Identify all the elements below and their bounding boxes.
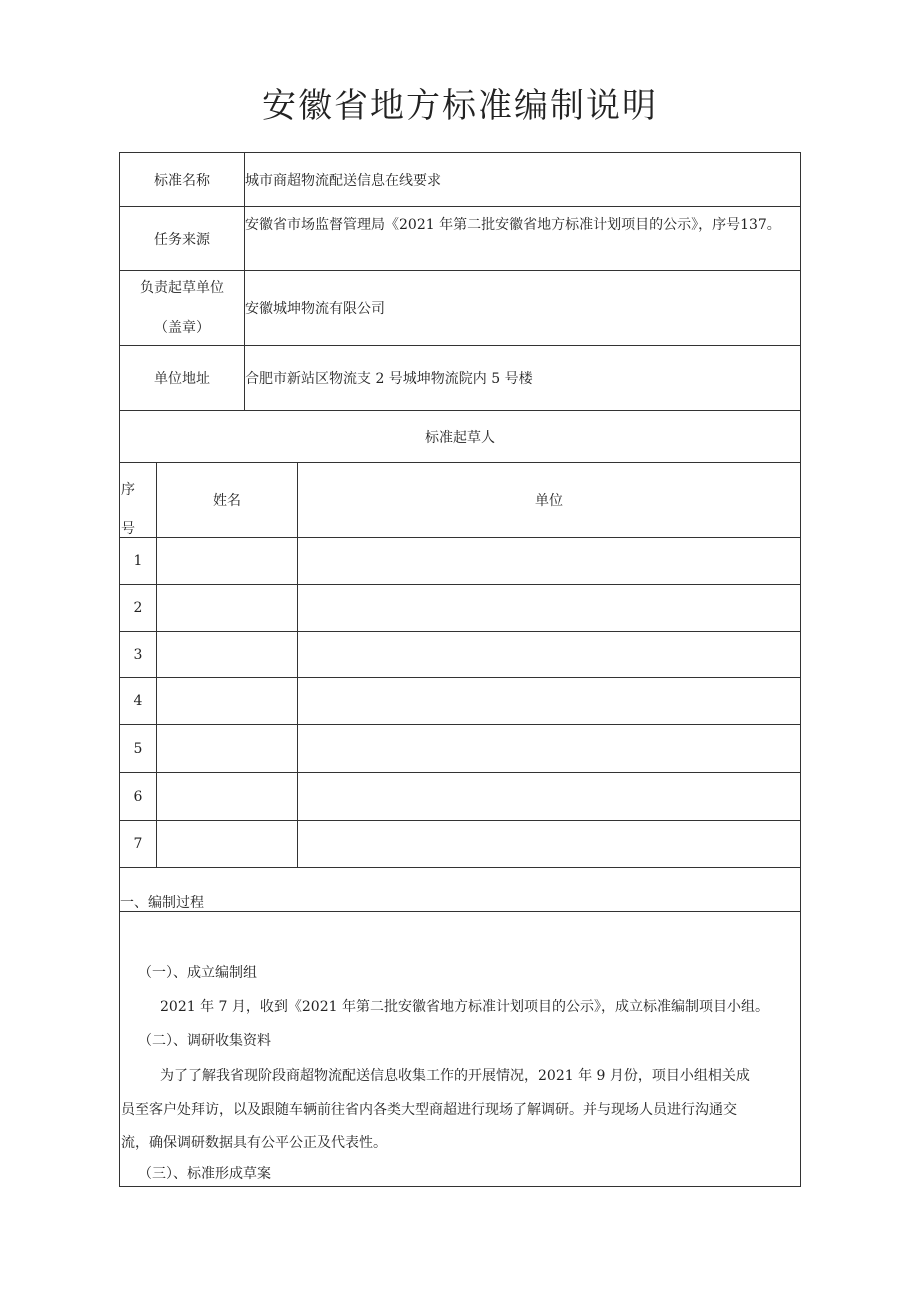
row-divider xyxy=(119,867,801,868)
table-row-number: 6 xyxy=(133,788,143,805)
row-divider xyxy=(119,911,801,912)
column-header-unit: 单位 xyxy=(535,493,563,509)
row-divider xyxy=(119,677,801,678)
row-divider xyxy=(119,724,801,725)
row-divider xyxy=(119,584,801,585)
table-border-right xyxy=(800,152,801,1186)
section-heading-process: 一、编制过程 xyxy=(120,895,204,911)
drafting-unit-label xyxy=(120,271,244,345)
table-row-number: 2 xyxy=(133,600,143,616)
drafting-unit-value: 安徽城坤物流有限公司 xyxy=(245,301,385,317)
column-header-name: 姓名 xyxy=(213,493,241,509)
task-source-label: 任务来源 xyxy=(154,231,210,248)
table-row-number: 1 xyxy=(133,553,143,569)
drafting-unit-label-line2: （盖章） xyxy=(154,320,210,336)
unit-address-value: 合肥市新站区物流支 2 号城坤物流院内 5 号楼 xyxy=(245,371,533,387)
document-title: 安徽省地方标准编制说明 xyxy=(262,86,658,126)
column-header-seq-line1: 序 xyxy=(121,482,135,498)
drafters-section-title: 标准起草人 xyxy=(425,429,495,446)
row-divider xyxy=(119,631,801,632)
subsection-heading-1: （一）、成立编制组 xyxy=(138,965,257,981)
table-row-number: 5 xyxy=(133,740,143,757)
table-row-number: 4 xyxy=(133,693,143,709)
row-divider xyxy=(119,537,801,538)
drafting-unit-label-line1: 负责起草单位 xyxy=(140,280,224,296)
paragraph-2-line-1: 为了了解我省现阶段商超物流配送信息收集工作的开展情况，2021 年 9 月份，项目小组相关成 xyxy=(160,1068,750,1084)
unit-address-label: 单位地址 xyxy=(154,371,210,387)
column-header-seq-line2: 号 xyxy=(121,521,135,537)
task-source-value: 安徽省市场监督管理局《2021 年第二批安徽省地方标准计划项目的公示》，序号137。 xyxy=(245,217,781,233)
column-header-seq xyxy=(120,463,156,537)
row-divider xyxy=(119,772,801,773)
row-divider xyxy=(119,820,801,821)
standard-name-label: 标准名称 xyxy=(154,172,210,189)
paragraph-1: 2021 年 7 月，收到《2021 年第二批安徽省地方标准计划项目的公示》，成立标准编制项目小组。 xyxy=(160,999,769,1015)
paragraph-2-line-2: 员至客户处拜访，以及跟随车辆前往省内各类大型商超进行现场了解调研。并与现场人员进行沟通交 xyxy=(121,1102,737,1118)
subsection-heading-3: （三）、标准形成草案 xyxy=(138,1166,271,1182)
paragraph-2-line-3: 流，确保调研数据具有公平公正及代表性。 xyxy=(121,1135,387,1151)
standard-name-value: 城市商超物流配送信息在线要求 xyxy=(245,172,441,189)
subsection-heading-2: （二）、调研收集资料 xyxy=(138,1033,271,1049)
table-row-number: 7 xyxy=(133,836,143,852)
table-row-number: 3 xyxy=(133,646,143,663)
